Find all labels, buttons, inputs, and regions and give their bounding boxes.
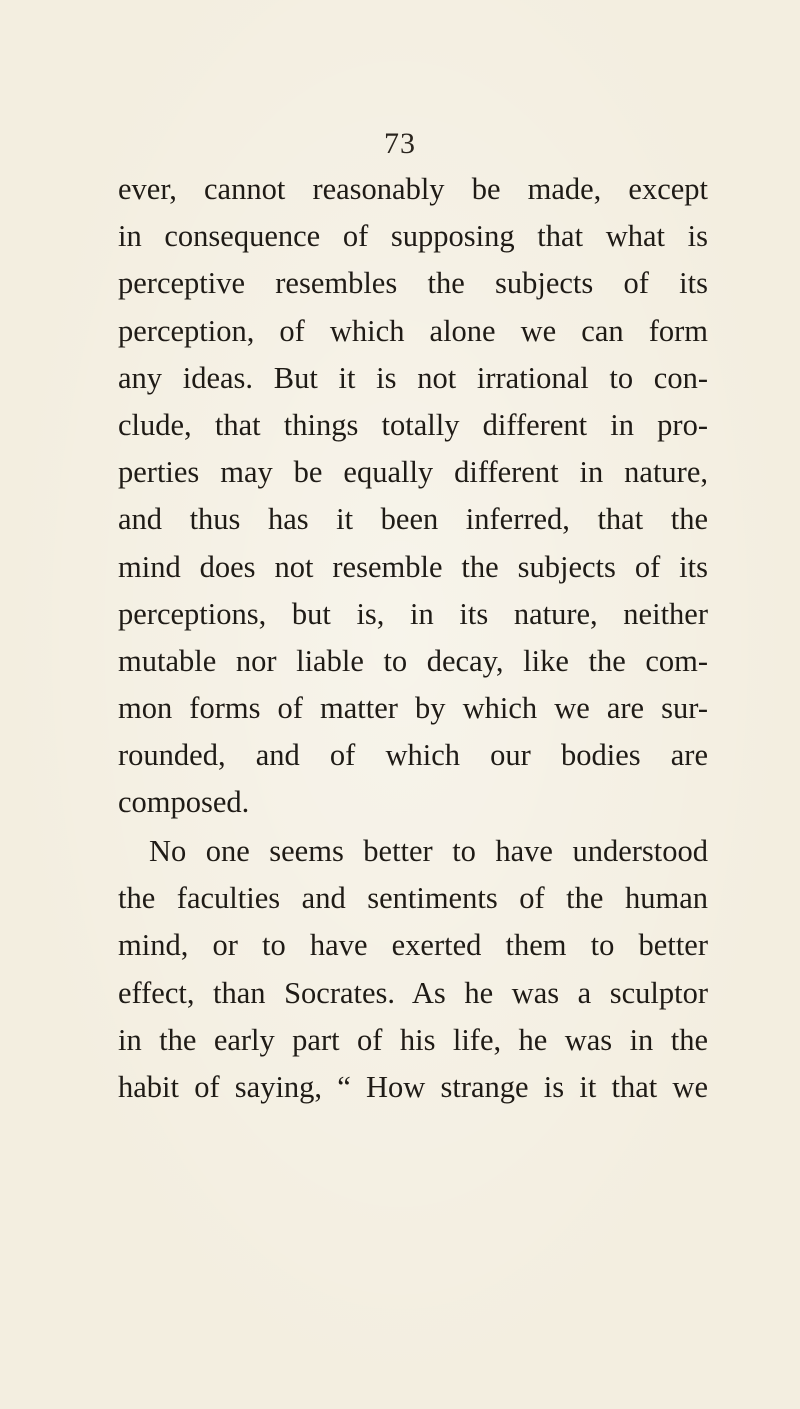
text-line: rounded, and of which our bodies are bbox=[118, 738, 708, 773]
text-line: mon forms of matter by which we are sur- bbox=[118, 691, 708, 726]
text-line: perties may be equally different in nature, bbox=[118, 455, 708, 490]
text-line: the faculties and sentiments of the human bbox=[118, 881, 708, 916]
text-line: mind does not resemble the subjects of its bbox=[118, 549, 708, 584]
text-line: composed. bbox=[118, 785, 250, 820]
text-line: perception, of which alone we can form bbox=[118, 313, 708, 348]
paragraph-2 bbox=[118, 828, 708, 1111]
text-line: in consequence of supposing that what is bbox=[118, 219, 708, 254]
text-line: habit of saying, “ How strange is it that we bbox=[118, 1069, 708, 1104]
text-line: perceptions, but is, in its nature, neither bbox=[118, 596, 708, 631]
text-line: effect, than Socrates. As he was a sculptor bbox=[118, 975, 708, 1010]
text-line: No one seems better to have understood bbox=[149, 834, 708, 868]
text-line: mind, or to have exerted them to better bbox=[118, 928, 708, 963]
text-line: perceptive resembles the subjects of its bbox=[118, 266, 708, 301]
text-line: ever, cannot reasonably be made, except bbox=[118, 172, 708, 206]
text-line: in the early part of his life, he was in the bbox=[118, 1022, 708, 1057]
text-line: and thus has it been inferred, that the bbox=[118, 502, 708, 537]
text-line: any ideas. But it is not irrational to con- bbox=[118, 360, 708, 395]
text-line: mutable nor liable to decay, like the com- bbox=[118, 643, 708, 678]
page-number: 73 bbox=[384, 127, 416, 160]
text-line: clude, that things totally different in pro- bbox=[118, 407, 708, 442]
paragraph-1 bbox=[118, 166, 708, 827]
